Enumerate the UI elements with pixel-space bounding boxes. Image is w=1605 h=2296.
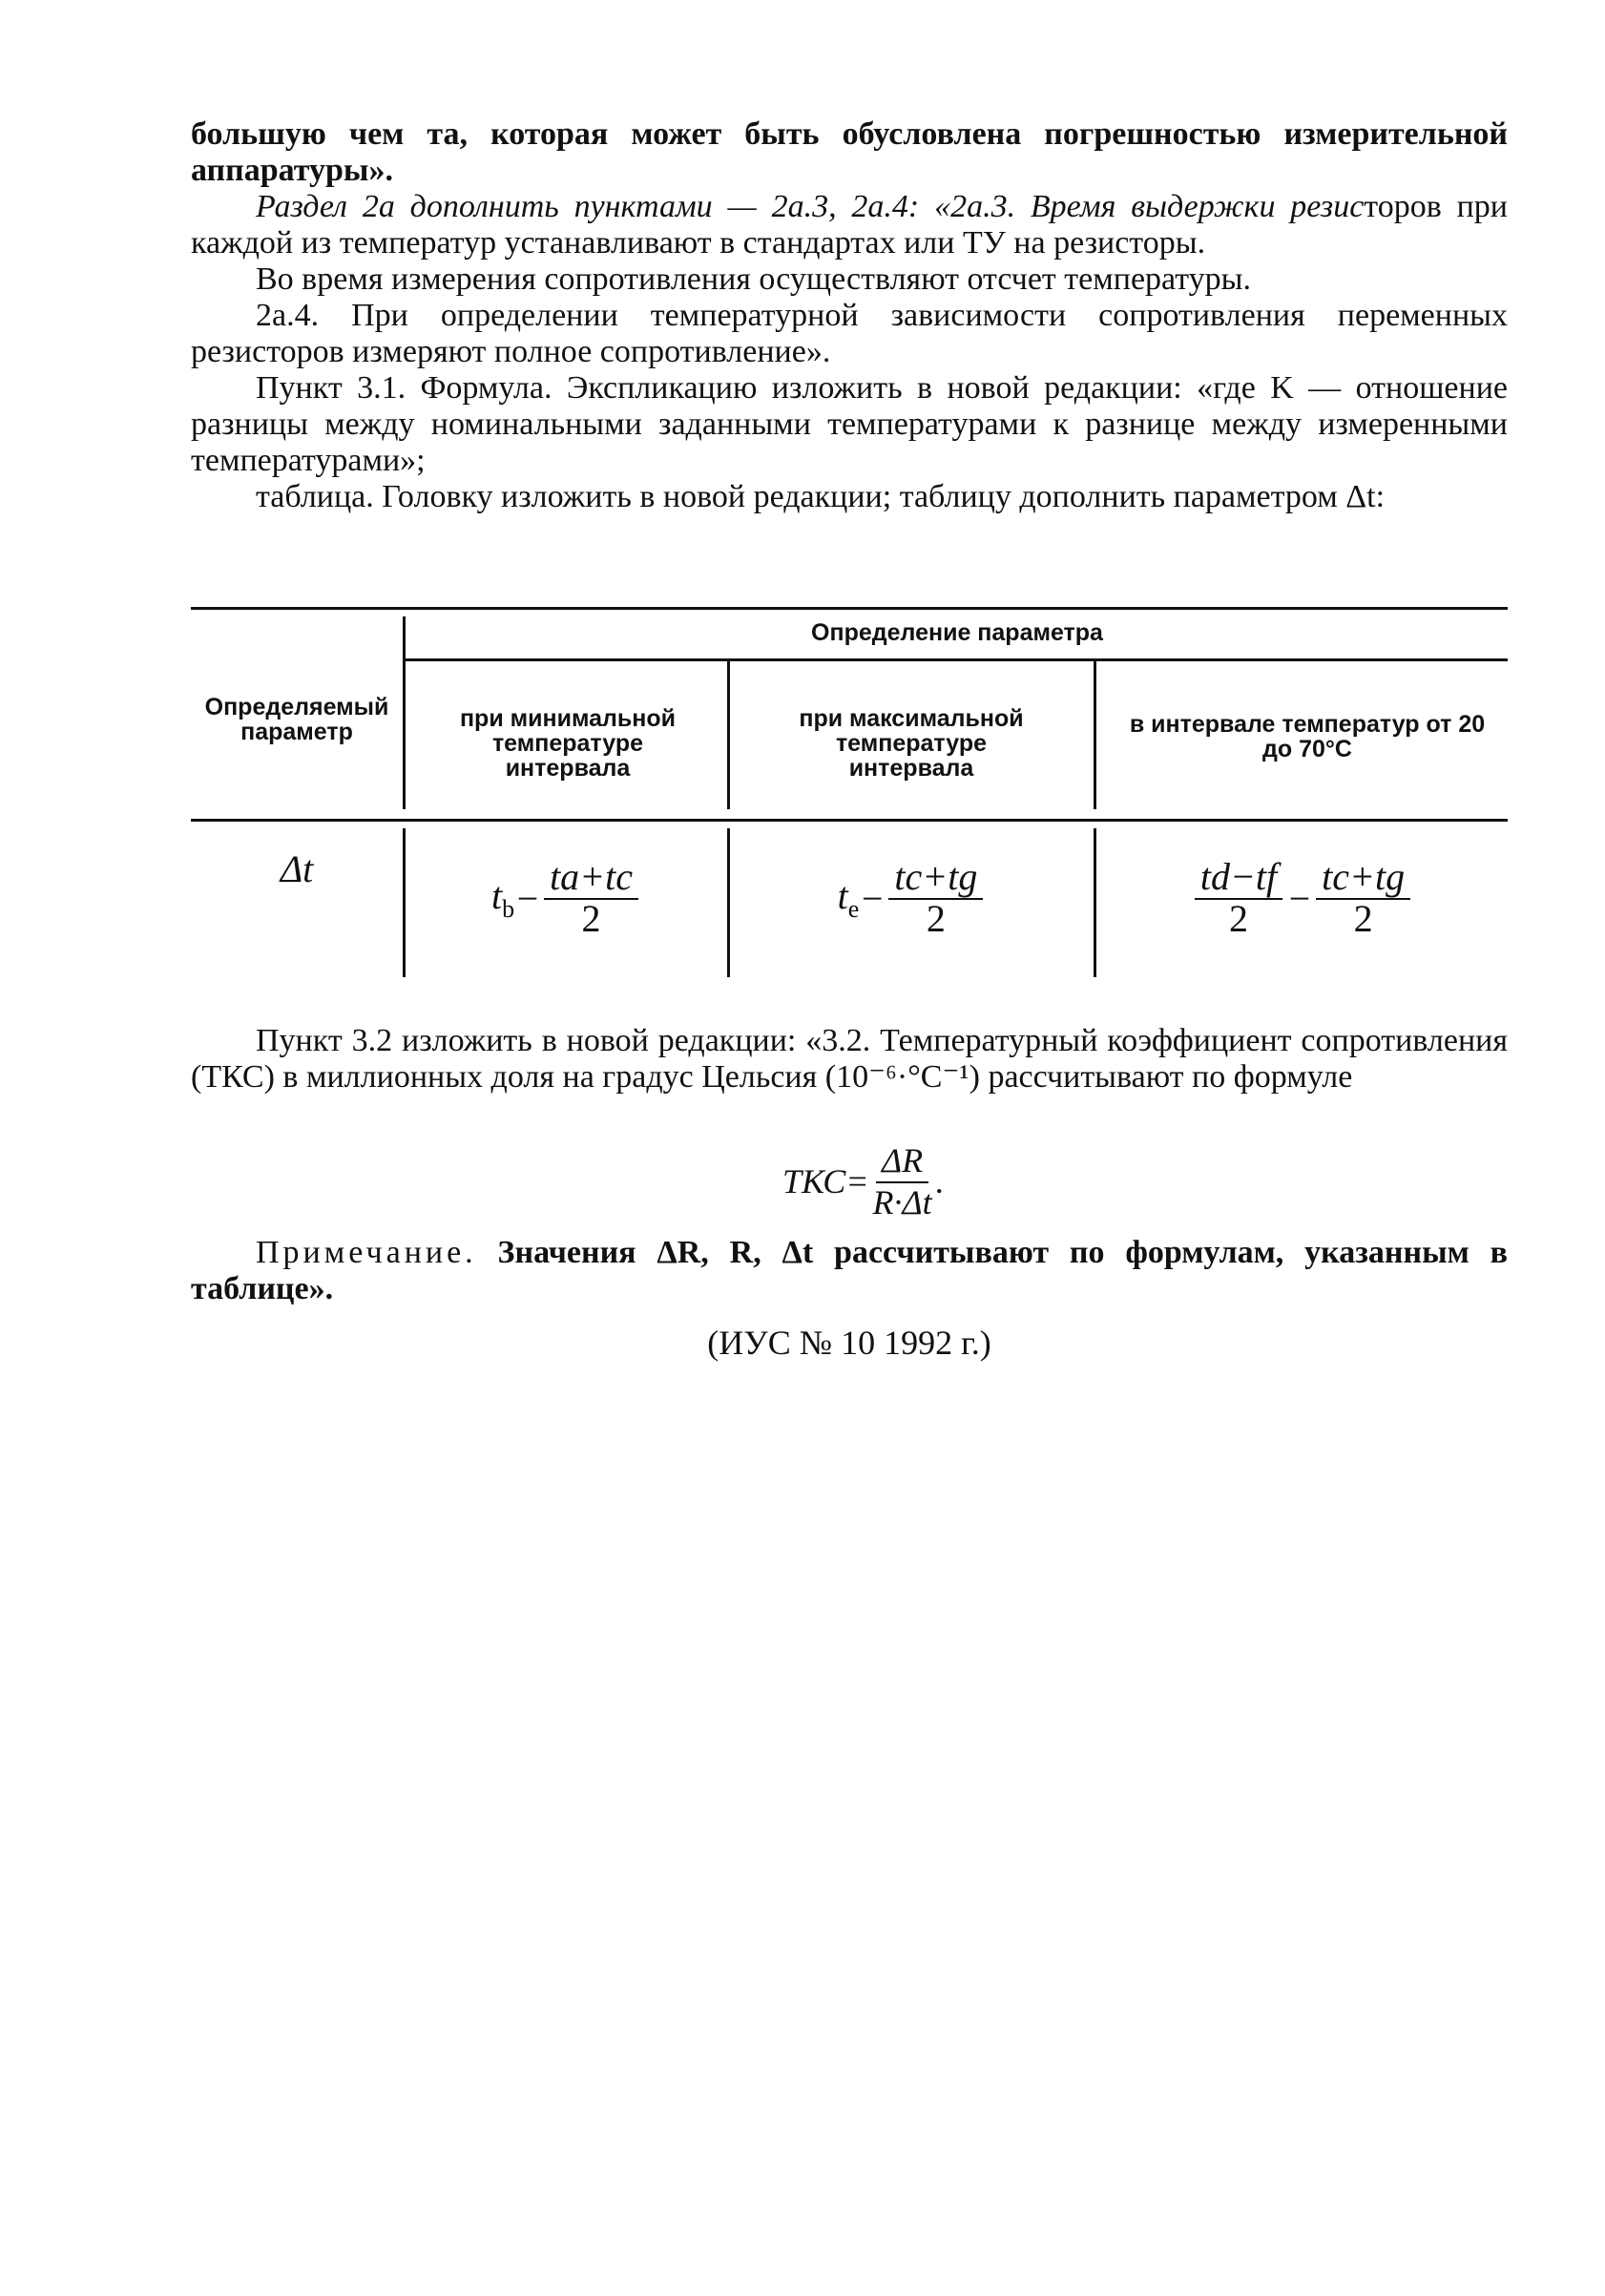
- paragraph-2-rest: торов при каждой из температур устанавливают в стандартах или ТУ на резисторы.: [191, 189, 1508, 261]
- note-text: Значения ΔR, R, Δt рассчитывают по формулам, указанным в таблице».: [191, 1235, 1509, 1306]
- header-min: при минимальной температуре интервала: [459, 705, 677, 782]
- paragraph-4: 2а.4. При определении температурной зависимости сопротивления переменных резисторов измеряют полное сопротивление».: [191, 298, 1508, 369]
- table-vrule-2: [727, 658, 730, 809]
- table-vrule-2b: [727, 828, 730, 977]
- tks-formula: ТКС= $\frac{\Delta R}{R\cdot\Delta t}$ .: [782, 1141, 945, 1221]
- body-text-top: [191, 116, 1508, 515]
- min-lead: $t_b$: [490, 873, 515, 923]
- paragraph-2-italic: Раздел 2а дополнить пунктами — 2а.3, 2а.4: «2а.3. Время выдержки резис: [256, 189, 1365, 224]
- header-group: Определение параметра: [811, 619, 1103, 646]
- max-fraction: $\frac{tc+tg}{2}$: [888, 858, 983, 938]
- table-vrule-3: [1094, 658, 1096, 809]
- table-top-rule: [191, 607, 1508, 610]
- table-vrule-3b: [1094, 828, 1096, 977]
- formula-range: $\frac{td-tf}{2}$ − $\frac{tc+tg}{2}$: [1097, 845, 1508, 950]
- note-label: Примечание.: [256, 1235, 477, 1270]
- paragraph-5: Пункт 3.1. Формула. Экспликацию изложить в новой редакции: «где K — отношение разницы между номинальными заданными температурами к разнице между измеренными температурами»;: [191, 370, 1508, 478]
- note-paragraph: [191, 1235, 1508, 1307]
- table-header-rule: [191, 819, 1508, 822]
- table-group-rule: [403, 658, 1508, 661]
- paragraph-3: Во время измерения сопротивления осуществляют отсчет температуры.: [256, 261, 1252, 297]
- header-param: Определяемый параметр: [204, 694, 389, 745]
- formula-max: $t_e$ − $\frac{tc+tg}{2}$: [731, 845, 1094, 950]
- paragraph-7: Пункт 3.2 изложить в новой редакции: «3.2. Температурный коэффициент сопротивления (ТКС) в миллионных доля на градус Цельсия (10⁻⁶·°С⁻¹) рассчитывают по формуле: [191, 1023, 1508, 1095]
- table-vrule-1b: [403, 828, 406, 977]
- parameter-table: [191, 607, 1508, 984]
- min-fraction: $\frac{ta+tc}{2}$: [544, 858, 638, 938]
- paragraph-6: таблица. Головку изложить в новой редакции; таблицу дополнить параметром Δt:: [256, 479, 1386, 514]
- body-text-mid: [191, 1023, 1508, 1096]
- max-lead: $t_e$: [837, 873, 860, 923]
- tks-lhs: ТКС=: [782, 1162, 869, 1200]
- range-fraction-1: $\frac{td-tf}{2}$: [1195, 858, 1282, 938]
- header-max: при максимальной температуре интервала: [799, 705, 1024, 782]
- header-range: в интервале температур от 20 до 70°С: [1129, 711, 1486, 762]
- footer-reference: (ИУС № 10 1992 г.): [707, 1324, 991, 1362]
- range-fraction-2: $\frac{tc+tg}{2}$: [1316, 858, 1410, 938]
- table-vrule-1: [403, 616, 406, 809]
- paragraph-1: большую чем та, которая может быть обусловлена погрешностью измерительной аппаратуры».: [191, 116, 1508, 188]
- formula-min: $t_b$ − $\frac{ta+tc}{2}$: [406, 845, 727, 950]
- paragraph-2: [191, 189, 1508, 261]
- row-param-dt: Δt: [280, 846, 314, 890]
- note-block: [191, 1235, 1508, 1307]
- tks-fraction: $\frac{\Delta R}{R\cdot\Delta t}$: [872, 1141, 932, 1221]
